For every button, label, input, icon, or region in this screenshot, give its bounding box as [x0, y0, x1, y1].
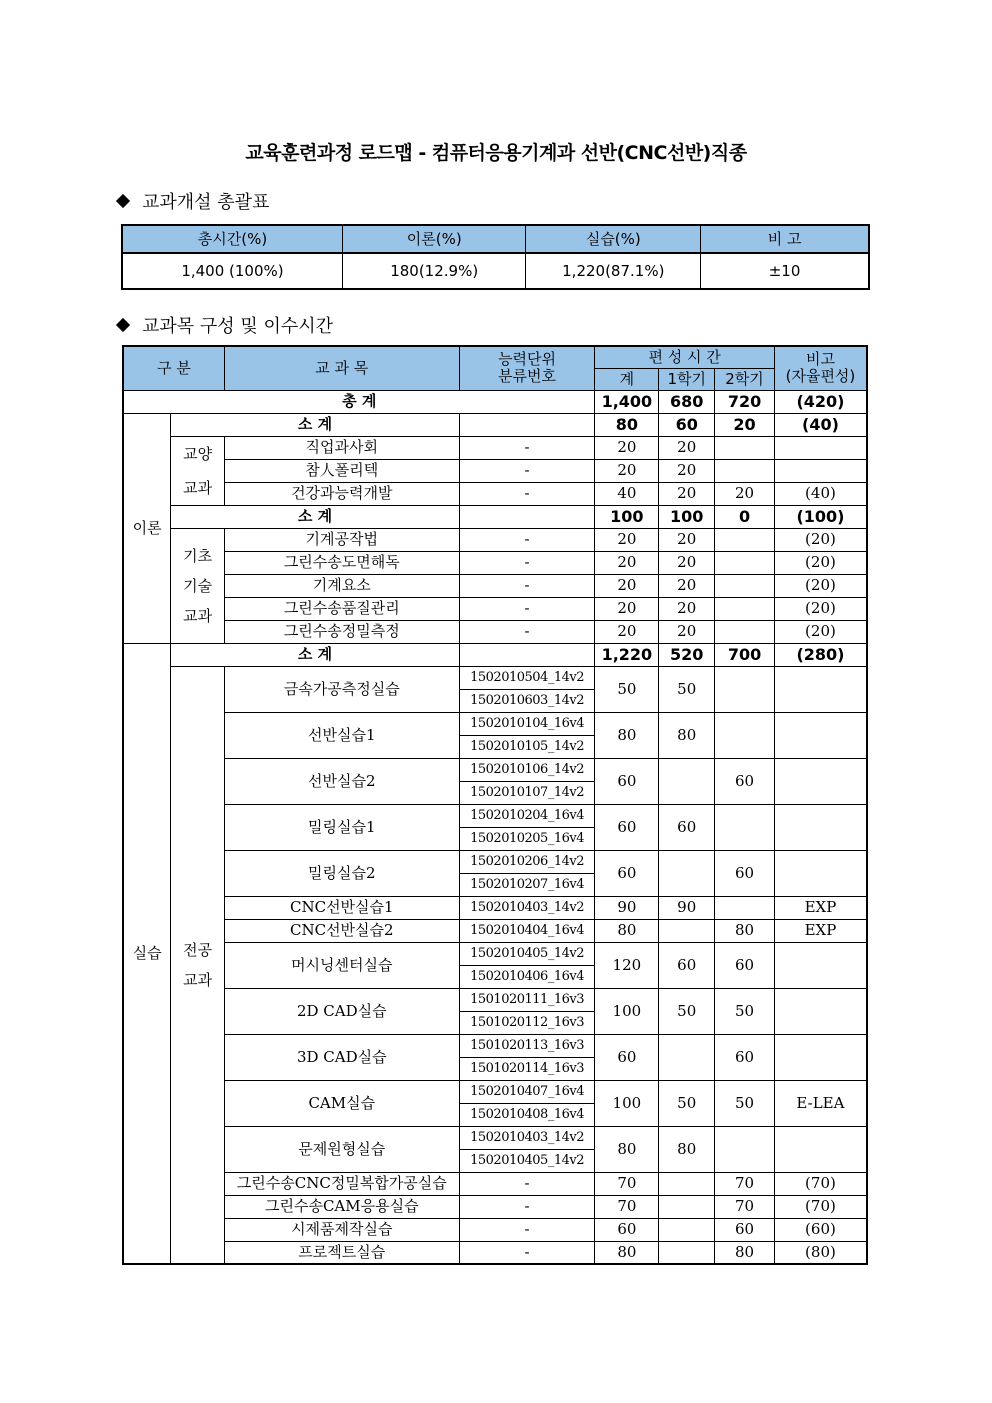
grand-total-row	[123, 390, 867, 413]
course-row	[123, 436, 867, 459]
course-sem1: 20	[659, 597, 715, 620]
course-code: -	[459, 620, 595, 643]
course-code: 1502010405_14v2	[459, 942, 595, 965]
course-total: 20	[595, 528, 659, 551]
subtotal-value: (40)	[774, 413, 867, 436]
course-row	[123, 988, 867, 1011]
summary-header-total: 총시간(%)	[122, 225, 342, 253]
page-title: 교육훈련과정 로드맵 - 컴퓨터응용기계과 선반(CNC선반)직종	[245, 142, 747, 164]
course-row	[123, 712, 867, 735]
course-note: (20)	[774, 528, 867, 551]
course-sem2	[715, 528, 775, 551]
course-note: (20)	[774, 551, 867, 574]
subtotal-value: 60	[659, 413, 715, 436]
course-total: 20	[595, 459, 659, 482]
course-total: 70	[595, 1195, 659, 1218]
course-note: (20)	[774, 620, 867, 643]
summary-total: 1,400 (100%)	[122, 253, 342, 289]
course-code: -	[459, 1241, 595, 1264]
section-heading-summary	[118, 188, 269, 214]
header-hours: 편 성 시 간	[595, 346, 774, 368]
course-sem2	[715, 896, 775, 919]
course-code: -	[459, 551, 595, 574]
course-note	[774, 988, 867, 1034]
course-code: -	[459, 436, 595, 459]
course-total: 60	[595, 804, 659, 850]
course-name: 선반실습2	[224, 758, 459, 804]
group-major: 전공 교과	[171, 666, 225, 1264]
subtotal-code	[459, 643, 595, 666]
course-row	[123, 804, 867, 827]
course-sem1: 20	[659, 436, 715, 459]
course-row	[123, 574, 867, 597]
course-row	[123, 942, 867, 965]
course-total: 80	[595, 712, 659, 758]
section-heading-label: 교과목 구성 및 이수시간	[142, 316, 334, 337]
course-code: 1502010104_16v4	[459, 712, 595, 735]
course-code: 1502010404_16v4	[459, 919, 595, 942]
header-subject: 교 과 목	[224, 346, 459, 390]
course-total: 20	[595, 551, 659, 574]
course-sem2	[715, 574, 775, 597]
course-sem1: 20	[659, 574, 715, 597]
grand-total-value: 720	[715, 390, 775, 413]
course-code: -	[459, 482, 595, 505]
summary-header-note: 비 고	[701, 225, 869, 253]
course-note: (40)	[774, 482, 867, 505]
course-sem1: 50	[659, 988, 715, 1034]
course-note: (70)	[774, 1195, 867, 1218]
subtotal-value: 700	[715, 643, 775, 666]
course-name: 밀링실습2	[224, 850, 459, 896]
course-sem1	[659, 850, 715, 896]
course-name: 3D CAD실습	[224, 1034, 459, 1080]
subtotal-row	[123, 505, 867, 528]
course-sem1: 50	[659, 1080, 715, 1126]
course-total: 60	[595, 850, 659, 896]
course-name: 밀링실습1	[224, 804, 459, 850]
course-code: 1502010204_16v4	[459, 804, 595, 827]
course-note	[774, 758, 867, 804]
course-sem2: 60	[715, 758, 775, 804]
course-sem1: 80	[659, 712, 715, 758]
course-row	[123, 896, 867, 919]
course-total: 70	[595, 1172, 659, 1195]
course-sem2	[715, 666, 775, 712]
course-code: -	[459, 1172, 595, 1195]
course-row	[123, 666, 867, 689]
course-row	[123, 1218, 867, 1241]
course-code: 1502010403_14v2	[459, 1126, 595, 1149]
course-row	[123, 620, 867, 643]
course-sem2: 70	[715, 1195, 775, 1218]
summary-header-row	[122, 225, 869, 253]
course-note: (20)	[774, 597, 867, 620]
summary-theory: 180(12.9%)	[342, 253, 526, 289]
course-sem2	[715, 459, 775, 482]
course-code: 1501020112_16v3	[459, 1011, 595, 1034]
header-sem1: 1학기	[659, 368, 715, 390]
course-row	[123, 850, 867, 873]
course-sem2	[715, 712, 775, 758]
group-general: 교양 교과	[171, 436, 225, 505]
section-heading-label: 교과개설 총괄표	[142, 192, 270, 213]
course-sem2: 50	[715, 1080, 775, 1126]
subtotal-value: (280)	[774, 643, 867, 666]
grand-total-label: 총 계	[123, 390, 595, 413]
course-name: 금속가공측정실습	[224, 666, 459, 712]
course-note: EXP	[774, 896, 867, 919]
course-total: 80	[595, 919, 659, 942]
course-name: 직업과사회	[224, 436, 459, 459]
grand-total-value: (420)	[774, 390, 867, 413]
header-code: 능력단위 분류번호	[459, 346, 595, 390]
course-row	[123, 1034, 867, 1057]
subtotal-value: 20	[715, 413, 775, 436]
course-note	[774, 666, 867, 712]
course-row	[123, 482, 867, 505]
course-sem1: 20	[659, 620, 715, 643]
course-sem1: 20	[659, 459, 715, 482]
course-code: 1502010406_16v4	[459, 965, 595, 988]
course-name: 그린수송정밀측정	[224, 620, 459, 643]
course-sem2	[715, 597, 775, 620]
subtotal-label: 소 계	[171, 413, 459, 436]
subtotal-value: 1,220	[595, 643, 659, 666]
course-code: 1502010107_14v2	[459, 781, 595, 804]
course-code: 1502010207_16v4	[459, 873, 595, 896]
course-row	[123, 1195, 867, 1218]
course-code: 1501020111_16v3	[459, 988, 595, 1011]
course-code: 1502010407_16v4	[459, 1080, 595, 1103]
course-note: (60)	[774, 1218, 867, 1241]
course-sem2: 50	[715, 988, 775, 1034]
summary-practice: 1,220(87.1%)	[526, 253, 701, 289]
course-row	[123, 1126, 867, 1149]
course-total: 100	[595, 1080, 659, 1126]
course-row	[123, 551, 867, 574]
course-name: 기계요소	[224, 574, 459, 597]
course-sem2	[715, 551, 775, 574]
course-sem1	[659, 1218, 715, 1241]
course-code: 1502010603_14v2	[459, 689, 595, 712]
course-note	[774, 1034, 867, 1080]
course-name: CNC선반실습1	[224, 896, 459, 919]
course-code: -	[459, 528, 595, 551]
course-total: 60	[595, 1034, 659, 1080]
course-sem1: 20	[659, 551, 715, 574]
summary-header-practice: 실습(%)	[526, 225, 701, 253]
course-sem2: 60	[715, 1218, 775, 1241]
course-code: 1501020114_16v3	[459, 1057, 595, 1080]
group-theory: 이론	[123, 413, 171, 643]
course-sem2: 60	[715, 1034, 775, 1080]
course-table	[122, 345, 868, 1265]
subtotal-label: 소 계	[171, 505, 459, 528]
course-sem2	[715, 804, 775, 850]
course-sem1: 20	[659, 528, 715, 551]
course-total: 40	[595, 482, 659, 505]
course-name: 그린수송CAM응용실습	[224, 1195, 459, 1218]
course-note: (80)	[774, 1241, 867, 1264]
course-code: 1502010105_14v2	[459, 735, 595, 758]
course-name: 문제원형실습	[224, 1126, 459, 1172]
subtotal-value: 100	[659, 505, 715, 528]
subtotal-code	[459, 413, 595, 436]
course-total: 80	[595, 1241, 659, 1264]
course-code: -	[459, 1218, 595, 1241]
course-note	[774, 1126, 867, 1172]
course-row	[123, 1241, 867, 1264]
header-sem2: 2학기	[715, 368, 775, 390]
course-row	[123, 597, 867, 620]
course-sem1	[659, 919, 715, 942]
header-total: 계	[595, 368, 659, 390]
course-sem1	[659, 758, 715, 804]
diamond-bullet-icon	[116, 194, 130, 208]
group-basic: 기초 기술 교과	[171, 528, 225, 643]
course-note	[774, 850, 867, 896]
header-gubun: 구 분	[123, 346, 224, 390]
course-code: 1502010408_16v4	[459, 1103, 595, 1126]
summary-value-row	[122, 253, 869, 289]
course-total: 90	[595, 896, 659, 919]
course-code: 1501020113_16v3	[459, 1034, 595, 1057]
header-note: 비고 (자율편성)	[774, 346, 867, 390]
course-sem2: 80	[715, 1241, 775, 1264]
course-note: (20)	[774, 574, 867, 597]
section-heading-courses	[118, 312, 333, 338]
course-name: 선반실습1	[224, 712, 459, 758]
course-note	[774, 459, 867, 482]
grand-total-value: 680	[659, 390, 715, 413]
course-name: 머시닝센터실습	[224, 942, 459, 988]
subtotal-value: 100	[595, 505, 659, 528]
course-sem1: 80	[659, 1126, 715, 1172]
course-sem2: 80	[715, 919, 775, 942]
group-practice: 실습	[123, 643, 171, 1264]
course-name: CNC선반실습2	[224, 919, 459, 942]
summary-table	[121, 224, 870, 290]
course-total: 20	[595, 436, 659, 459]
subtotal-row	[123, 643, 867, 666]
course-code: -	[459, 459, 595, 482]
course-row	[123, 1172, 867, 1195]
course-total: 20	[595, 620, 659, 643]
summary-header-theory: 이론(%)	[342, 225, 526, 253]
course-sem1	[659, 1172, 715, 1195]
header-row	[123, 346, 867, 368]
course-name: 그린수송CNC정밀복합가공실습	[224, 1172, 459, 1195]
course-row	[123, 528, 867, 551]
summary-note: ±10	[701, 253, 869, 289]
subtotal-value: (100)	[774, 505, 867, 528]
course-sem1: 50	[659, 666, 715, 712]
course-sem2	[715, 620, 775, 643]
course-row	[123, 919, 867, 942]
course-name: 그린수송품질관리	[224, 597, 459, 620]
course-sem1: 60	[659, 804, 715, 850]
course-name: 참人폴리텍	[224, 459, 459, 482]
course-name: 건강과능력개발	[224, 482, 459, 505]
course-sem1	[659, 1195, 715, 1218]
course-code: -	[459, 574, 595, 597]
course-code: 1502010405_14v2	[459, 1149, 595, 1172]
course-row	[123, 1080, 867, 1103]
course-note: E-LEA	[774, 1080, 867, 1126]
course-total: 80	[595, 1126, 659, 1172]
course-code: 1502010205_16v4	[459, 827, 595, 850]
course-row	[123, 758, 867, 781]
subtotal-value: 0	[715, 505, 775, 528]
course-total: 50	[595, 666, 659, 712]
course-sem1: 90	[659, 896, 715, 919]
course-total: 120	[595, 942, 659, 988]
course-note: (70)	[774, 1172, 867, 1195]
course-note	[774, 712, 867, 758]
course-total: 20	[595, 574, 659, 597]
course-name: 기계공작법	[224, 528, 459, 551]
course-total: 100	[595, 988, 659, 1034]
course-code: 1502010106_14v2	[459, 758, 595, 781]
course-total: 20	[595, 597, 659, 620]
course-sem2: 60	[715, 850, 775, 896]
subtotal-value: 80	[595, 413, 659, 436]
course-name: 그린수송도면해독	[224, 551, 459, 574]
course-sem1	[659, 1034, 715, 1080]
course-note	[774, 942, 867, 988]
course-note: EXP	[774, 919, 867, 942]
subtotal-row	[123, 413, 867, 436]
grand-total-value: 1,400	[595, 390, 659, 413]
course-row	[123, 459, 867, 482]
course-name: 시제품제작실습	[224, 1218, 459, 1241]
course-sem1	[659, 1241, 715, 1264]
course-name: 2D CAD실습	[224, 988, 459, 1034]
course-sem2: 20	[715, 482, 775, 505]
diamond-bullet-icon	[116, 318, 130, 332]
course-code: 1502010403_14v2	[459, 896, 595, 919]
course-code: 1502010504_14v2	[459, 666, 595, 689]
subtotal-label: 소 계	[171, 643, 459, 666]
course-sem2	[715, 436, 775, 459]
course-name: 프로젝트실습	[224, 1241, 459, 1264]
course-sem1: 60	[659, 942, 715, 988]
course-total: 60	[595, 1218, 659, 1241]
course-note	[774, 436, 867, 459]
course-name: CAM실습	[224, 1080, 459, 1126]
course-sem1: 20	[659, 482, 715, 505]
course-code: -	[459, 597, 595, 620]
course-sem2: 60	[715, 942, 775, 988]
course-sem2	[715, 1126, 775, 1172]
course-total: 60	[595, 758, 659, 804]
course-code: -	[459, 1195, 595, 1218]
course-note	[774, 804, 867, 850]
course-sem2: 70	[715, 1172, 775, 1195]
course-code: 1502010206_14v2	[459, 850, 595, 873]
subtotal-value: 520	[659, 643, 715, 666]
subtotal-code	[459, 505, 595, 528]
